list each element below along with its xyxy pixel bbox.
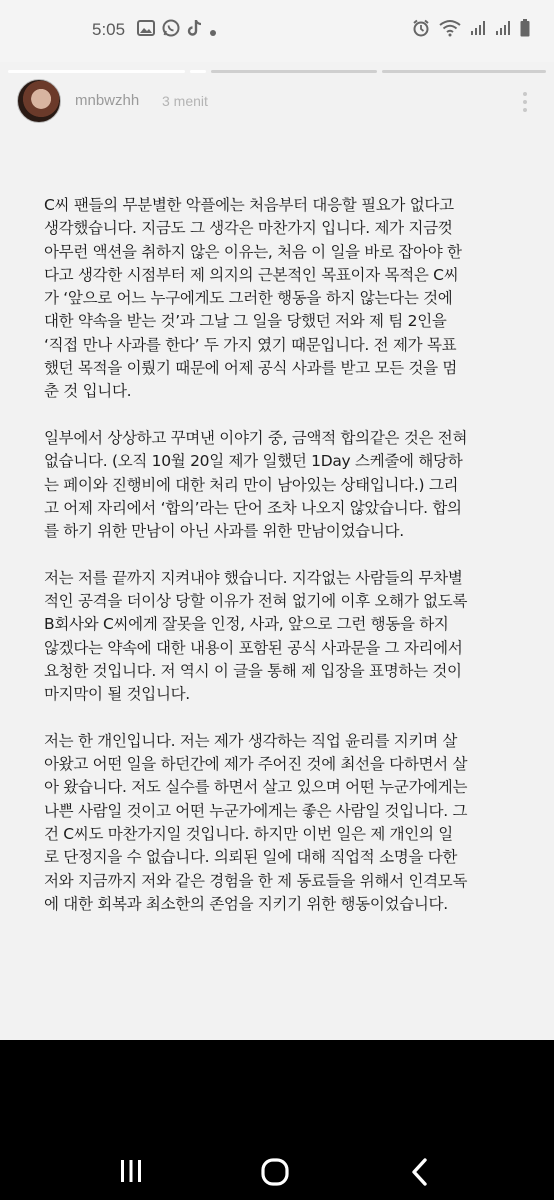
story-text xyxy=(44,194,514,940)
status-time: 5:05 xyxy=(92,20,126,39)
story-progress-segment xyxy=(382,70,546,73)
story-viewer[interactable] xyxy=(0,62,554,1040)
paragraph: 저는 한 개인입니다. 저는 제가 생각하는 직업 윤리를 지키며 살 아왔고 어떤 일을 하던간에 제가 주어진 것에 최선을 다하면서 살 아 왔습니다. 저도 실수를 하면서 살고 있으며 어떤 누군가에게는 나쁜 사람일 것이고 어떤 누군가에게는 좋은 사람일 것입니다. 그 건 C씨도 마찬가지일 것입니다. 하지만 이번 일은 제 개인의 일 로 단정지을 수 없습니다. 의뢰된 일에 대해 직업적 소명을 다한 저와 지금까지 저와 같은 경험을 한 제 동료들을 위해서 인격모독 에 대한 회복과 최소한의 존엄을 지키기 위한 행동이었습니다. xyxy=(44,731,468,913)
navigation-bar xyxy=(0,1040,554,1200)
image-icon xyxy=(137,20,155,40)
paragraph: 저는 저를 끝까지 지켜내야 했습니다. 지각없는 사람들의 무차별 적인 공격을 더이상 당할 이유가 전혀 없기에 이후 오해가 없도록 B회사와 C씨에게 잘못을 인정, 사과, 앞으로 그런 행동을 하지 않겠다는 약속에 대한 내용이 포함된 공식 사과문을 그 자리에서 요청한 것입니다. 저 역시 이 글을 통해 제 입장을 표명하는 것이 마지막이 될 것입니다. xyxy=(44,568,468,704)
whatsapp-icon xyxy=(162,19,180,41)
more-options-icon[interactable] xyxy=(522,92,528,112)
story-progress-segment xyxy=(211,70,377,73)
status-bar xyxy=(0,0,554,62)
recents-icon[interactable] xyxy=(118,1158,144,1188)
story-progress-segment xyxy=(190,70,206,73)
back-icon[interactable] xyxy=(410,1158,430,1190)
avatar[interactable] xyxy=(17,79,61,123)
story-progress-segment xyxy=(8,70,185,73)
paragraph: C씨 팬들의 무분별한 악플에는 처음부터 대응할 필요가 없다고 생각했습니다. 지금도 그 생각은 마찬가지 입니다. 제가 지금껏 아무런 액션을 취하지 않은 이유는, 처음 이 일을 바로 잡아야 한 다고 생각한 시점부터 제 의지의 근본적인 목표이자 목적은 C씨 가 ‘앞으로 어느 누구에게도 그러한 행동을 하지 않는다는 것에 대한 약속을 받는 것’과 그날 그 일을 당했던 저와 제 팀 2인을 ‘직접 만나 사과를 한다’ 두 가지 였기 때문입니다. 전 제가 목표 했던 목적을 이뤘기 때문에 어제 공식 사과를 받고 모든 것을 멈 춘 것 입니다. xyxy=(44,196,462,401)
signal-icon xyxy=(495,20,511,40)
username[interactable]: mnbwzhh xyxy=(75,92,140,109)
post-time: 3 menit xyxy=(162,93,208,109)
signal-icon xyxy=(470,20,486,40)
notification-icons xyxy=(137,19,216,41)
dot-icon xyxy=(210,21,216,40)
tiktok-icon xyxy=(187,19,203,41)
system-icons xyxy=(412,19,530,41)
home-icon[interactable] xyxy=(261,1158,289,1190)
wifi-icon xyxy=(439,19,461,41)
battery-icon xyxy=(520,19,530,41)
paragraph: 일부에서 상상하고 꾸며낸 이야기 중, 금액적 합의같은 것은 전혀 없습니다. (오직 10월 20일 제가 일했던 1Day 스케줄에 해당하 는 페이와 진행비에 대한 처리 만이 남아있는 상태입니다.) 그리 고 어제 자리에서 ‘합의’라는 단어 조차 나오지 않았습니다. 합의 를 하기 위한 만남이 아닌 사과를 위한 만남이었습니다. xyxy=(44,428,468,541)
alarm-icon xyxy=(412,19,430,41)
